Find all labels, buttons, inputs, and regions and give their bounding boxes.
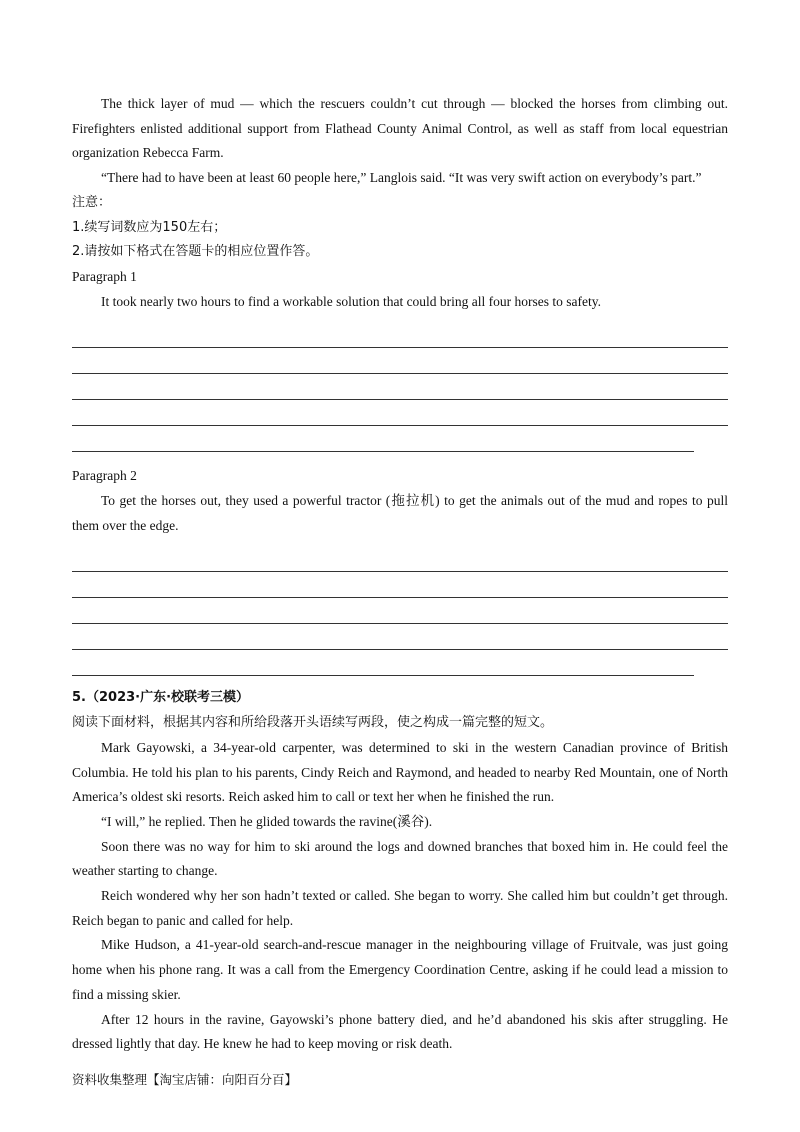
question-instruction: 阅读下面材料，根据其内容和所给段落开头语续写两段，使之构成一篇完整的短文。 — [72, 715, 554, 731]
answer-line[interactable] — [72, 650, 694, 676]
story-paragraph: The thick layer of mud — which the rescuers couldn’t cut through — blocked the horses from climbing out. Firefighters enlisted additional support from Flathead County Animal Control, as well as staff from local equestrian organization Rebecca Farm. — [72, 96, 728, 161]
answer-line[interactable] — [72, 322, 728, 348]
answer-line[interactable] — [72, 348, 728, 374]
notes-heading: 注意： — [72, 194, 112, 210]
answer-line[interactable] — [72, 624, 728, 650]
page-footer: 资料收集整理【淘宝店铺：向阳百分百】 — [72, 1072, 298, 1087]
story-paragraph: Reich wondered why her son hadn’t texted or called. She began to worry. She called him but couldn’t get through. Reich began to panic and called for help. — [72, 888, 728, 928]
answer-line[interactable] — [72, 426, 694, 452]
paragraph2-opening: To get the horses out, they used a powerful tractor (拖拉机) to get the animals out of the mud and ropes to pull them over the edge. — [72, 493, 728, 533]
answer-lines-2 — [72, 546, 728, 676]
answer-line[interactable] — [72, 546, 728, 572]
story-paragraph: Mike Hudson, a 41-year-old search-and-rescue manager in the neighbouring village of Fruitvale, was just going home when his phone rang. It was a call from the Emergency Coordination Centre, asking if he could lead a mission to find a missing skier. — [72, 937, 728, 1002]
story-paragraph: “There had to have been at least 60 people here,” Langlois said. “It was very swift action on everybody’s part.” — [101, 170, 702, 186]
story-paragraph: After 12 hours in the ravine, Gayowski’s phone battery died, and he’d abandoned his skis after struggling. He dressed lightly that day. He knew he had to keep moving or risk death. — [72, 1011, 728, 1052]
question-heading: 5.（2023·广东·校联考三模） — [72, 690, 250, 706]
answer-line[interactable] — [72, 374, 728, 400]
answer-line[interactable] — [72, 598, 728, 624]
answer-line[interactable] — [72, 400, 728, 426]
story-paragraph: Soon there was no way for him to ski around the logs and downed branches that boxed him in. He could feel the weather starting to change. — [72, 838, 728, 879]
answer-line[interactable] — [72, 572, 728, 598]
answer-lines-1 — [72, 322, 728, 452]
notes-item: 1.续写词数应为150左右； — [72, 219, 227, 235]
story-paragraph: Mark Gayowski, a 34-year-old carpenter, was determined to ski in the western Canadian province of British Columbia. He told his plan to his parents, Cindy Reich and Raymond, and headed to nearby Red Mountain, one of North America’s oldest ski resorts. Reich asked him to call or text her when he finished the run. — [72, 739, 728, 805]
paragraph2-label: Paragraph 2 — [72, 468, 137, 484]
notes-item: 2.请按如下格式在答题卡的相应位置作答。 — [72, 244, 319, 260]
paragraph1-opening: It took nearly two hours to find a workable solution that could bring all four horses to safety. — [101, 293, 602, 309]
story-paragraph: “I will,” he replied. Then he glided towards the ravine(溪谷). — [101, 813, 433, 829]
paragraph1-label: Paragraph 1 — [72, 268, 137, 284]
document-page — [72, 92, 728, 1057]
